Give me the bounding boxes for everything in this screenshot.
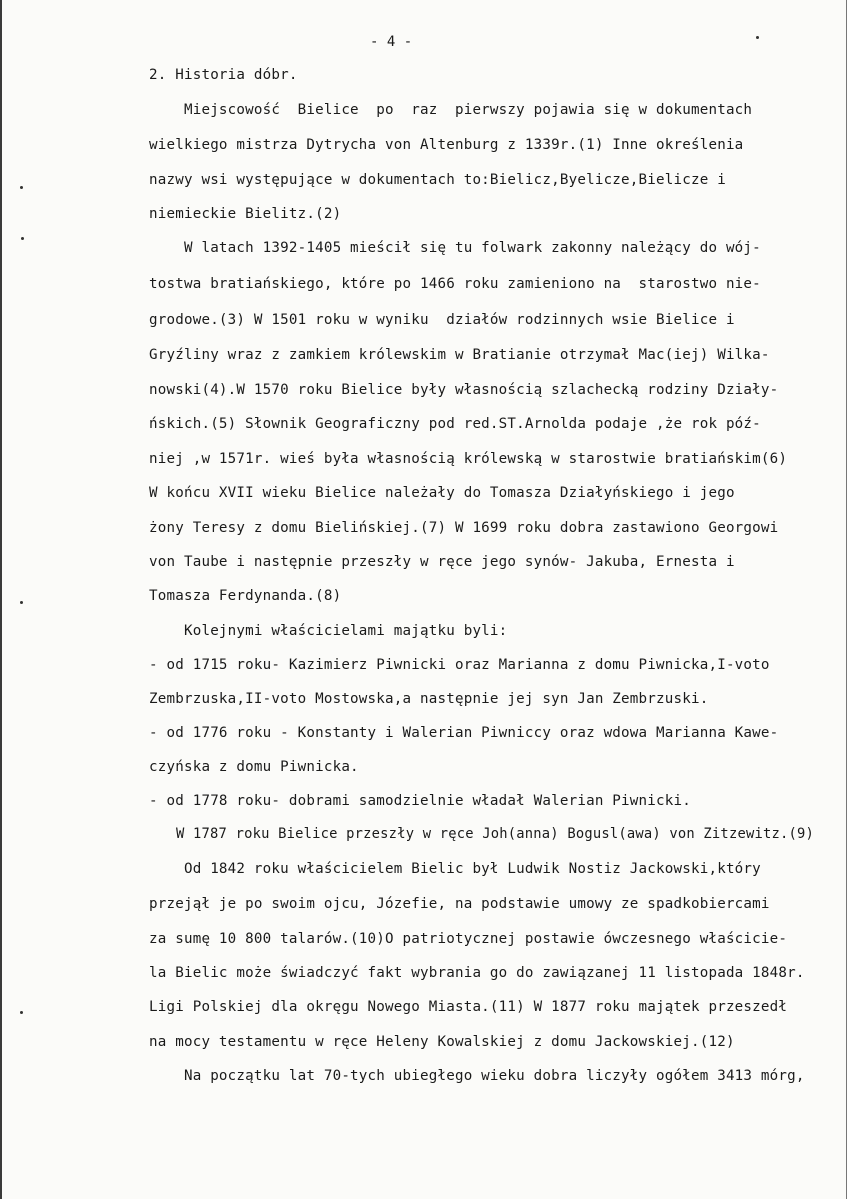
text-line: ńskich.(5) Słownik Geograficzny pod red.ST.Arnolda podaje ,że rok póź- [149, 416, 761, 432]
text-line: von Taube i następnie przeszły w ręce jego synów- Jakuba, Ernesta i [149, 554, 735, 570]
text-line: niemieckie Bielitz.(2) [149, 206, 342, 222]
scan-speck [20, 186, 23, 189]
text-line: przejął je po swoim ojcu, Józefie, na podstawie umowy ze spadkobiercami [149, 896, 770, 912]
text-line: la Bielic może świadczyć fakt wybrania go do zawiązanej 11 listopada 1848r. [149, 965, 805, 981]
scan-speck [21, 237, 24, 240]
text-line: Na początku lat 70-tych ubiegłego wieku dobra liczyły ogółem 3413 mórg, [149, 1068, 805, 1084]
scan-speck [20, 601, 23, 604]
text-line: grodowe.(3) W 1501 roku w wyniku działów rodzinnych wsie Bielice i [149, 312, 735, 328]
text-line: niej ,w 1571r. wieś była własnością królewską w starostwie bratiańskim(6) [149, 451, 788, 467]
text-line: Miejscowość Bielice po raz pierwszy pojawia się w dokumentach [149, 102, 753, 118]
text-line: Tomasza Ferdynanda.(8) [149, 588, 342, 604]
text-line: żony Teresy z domu Bielińskiej.(7) W 1699 roku dobra zastawiono Georgowi [149, 520, 779, 536]
text-line: nowski(4).W 1570 roku Bielice były własnością szlachecką rodziny Działy- [149, 382, 779, 398]
text-line: Kolejnymi właścicielami majątku byli: [149, 623, 508, 639]
scan-speck [20, 1011, 23, 1014]
text-line: za sumę 10 800 talarów.(10)O patriotycznej postawie ówczesnego właściciе- [149, 931, 788, 947]
list-item: - od 1776 roku - Konstanty i Walerian Piwniccy oraz wdowa Marianna Kawe- [149, 725, 779, 741]
text-line: Od 1842 roku właścicielem Bielic był Ludwik Nostiz Jackowski,który [149, 861, 761, 877]
scan-speck [756, 36, 759, 39]
text-line: Zembrzuska,II-voto Mostowska,a następnie jej syn Jan Zembrzuski. [149, 691, 709, 707]
list-item: - od 1778 roku- dobrami samodzielnie władał Walerian Piwnicki. [149, 793, 691, 809]
text-line: Ligi Polskiej dla okręgu Nowego Miasta.(11) W 1877 roku majątek przeszedł [149, 999, 788, 1015]
list-item: - od 1715 roku- Kazimierz Piwnicki oraz Marianna z domu Piwnicka,I-voto [149, 657, 770, 673]
text-line: czyńska z domu Piwnicka. [149, 759, 359, 775]
text-line: W 1787 roku Bielice przeszły w ręce Joh(anna) Bogusl(awa) von Zitzewitz.(9) [142, 826, 815, 842]
page-number: - 4 - [370, 34, 413, 50]
text-line: W końcu XVII wieku Bielice należały do Tomasza Działyńskiego i jego [149, 485, 735, 501]
text-line: tostwa bratiańskiego, które po 1466 roku zamieniono na starostwo nie- [149, 276, 761, 292]
text-line: W latach 1392-1405 mieścił się tu folwark zakonny należący do wój- [149, 240, 761, 256]
text-line: nazwy wsi występujące w dokumentach to:Bielicz,Byelicze,Bielicze i [149, 172, 726, 188]
text-line: wielkiego mistrza Dytrycha von Altenburg z 1339r.(1) Inne określenia [149, 137, 744, 153]
section-heading: 2. Historia dóbr. [149, 67, 298, 83]
text-line: na mocy testamentu w ręce Heleny Kowalskiej z domu Jackowskiej.(12) [149, 1034, 735, 1050]
text-line: Gryźliny wraz z zamkiem królewskim w Bratianie otrzymał Mac(iej) Wilka- [149, 347, 770, 363]
